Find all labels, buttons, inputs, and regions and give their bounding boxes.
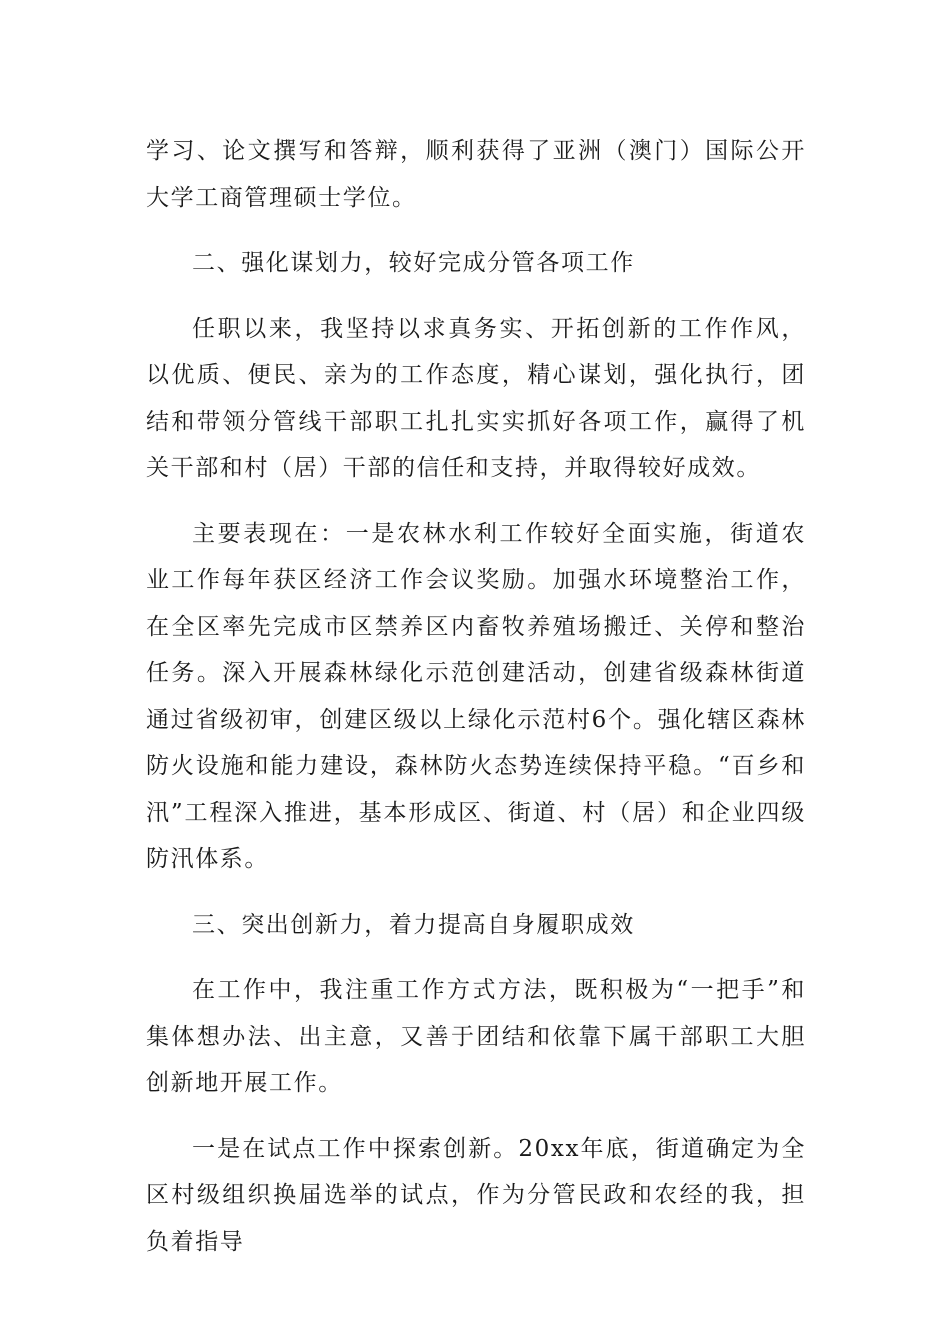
paragraph-2: 任职以来，我坚持以求真务实、开拓创新的工作作风，以优质、便民、亲为的工作态度，精心谋划，强化执行，团结和带领分管线干部职工扎扎实实抓好各项工作，赢得了机关干部和村（居）干部的信任和支持，并取得较好成效。 (146, 315, 806, 481)
paragraph-3: 主要表现在：一是农林水利工作较好全面实施，街道农业工作每年获区经济工作会议奖励。加强水环境整治工作，在全区率先完成市区禁养区内畜牧养殖场搬迁、关停和整治任务。深入开展森林绿化示范创建活动，创建省级森林街道通过省级初审，创建区级以上绿化示范村6个。强化辖区森林防火设施和能力建设，森林防火态势连续保持平稳。“百乡和汛”工程深入推进，基本形成区、街道、村（居）和企业四级防汛体系。 (146, 520, 806, 872)
section-heading-2: 二、强化谋划力，较好完成分管各项工作 (192, 250, 635, 276)
paragraph-1: 学习、论文撰写和答辩，顺利获得了亚洲（澳门）国际公开大学工商管理硕士学位。 (146, 138, 806, 211)
document-body (146, 128, 806, 1284)
paragraph-5: 一是在试点工作中探索创新。20xx年底，街道确定为全区村级组织换届选举的试点，作为分管民政和农经的我，担负着指导 (146, 1135, 806, 1255)
paragraph-4: 在工作中，我注重工作方式方法，既积极为“一把手”和集体想办法、出主意，又善于团结和依靠下属干部职工大胆创新地开展工作。 (146, 977, 806, 1096)
section-heading-3: 三、突出创新力，着力提高自身履职成效 (192, 911, 635, 938)
